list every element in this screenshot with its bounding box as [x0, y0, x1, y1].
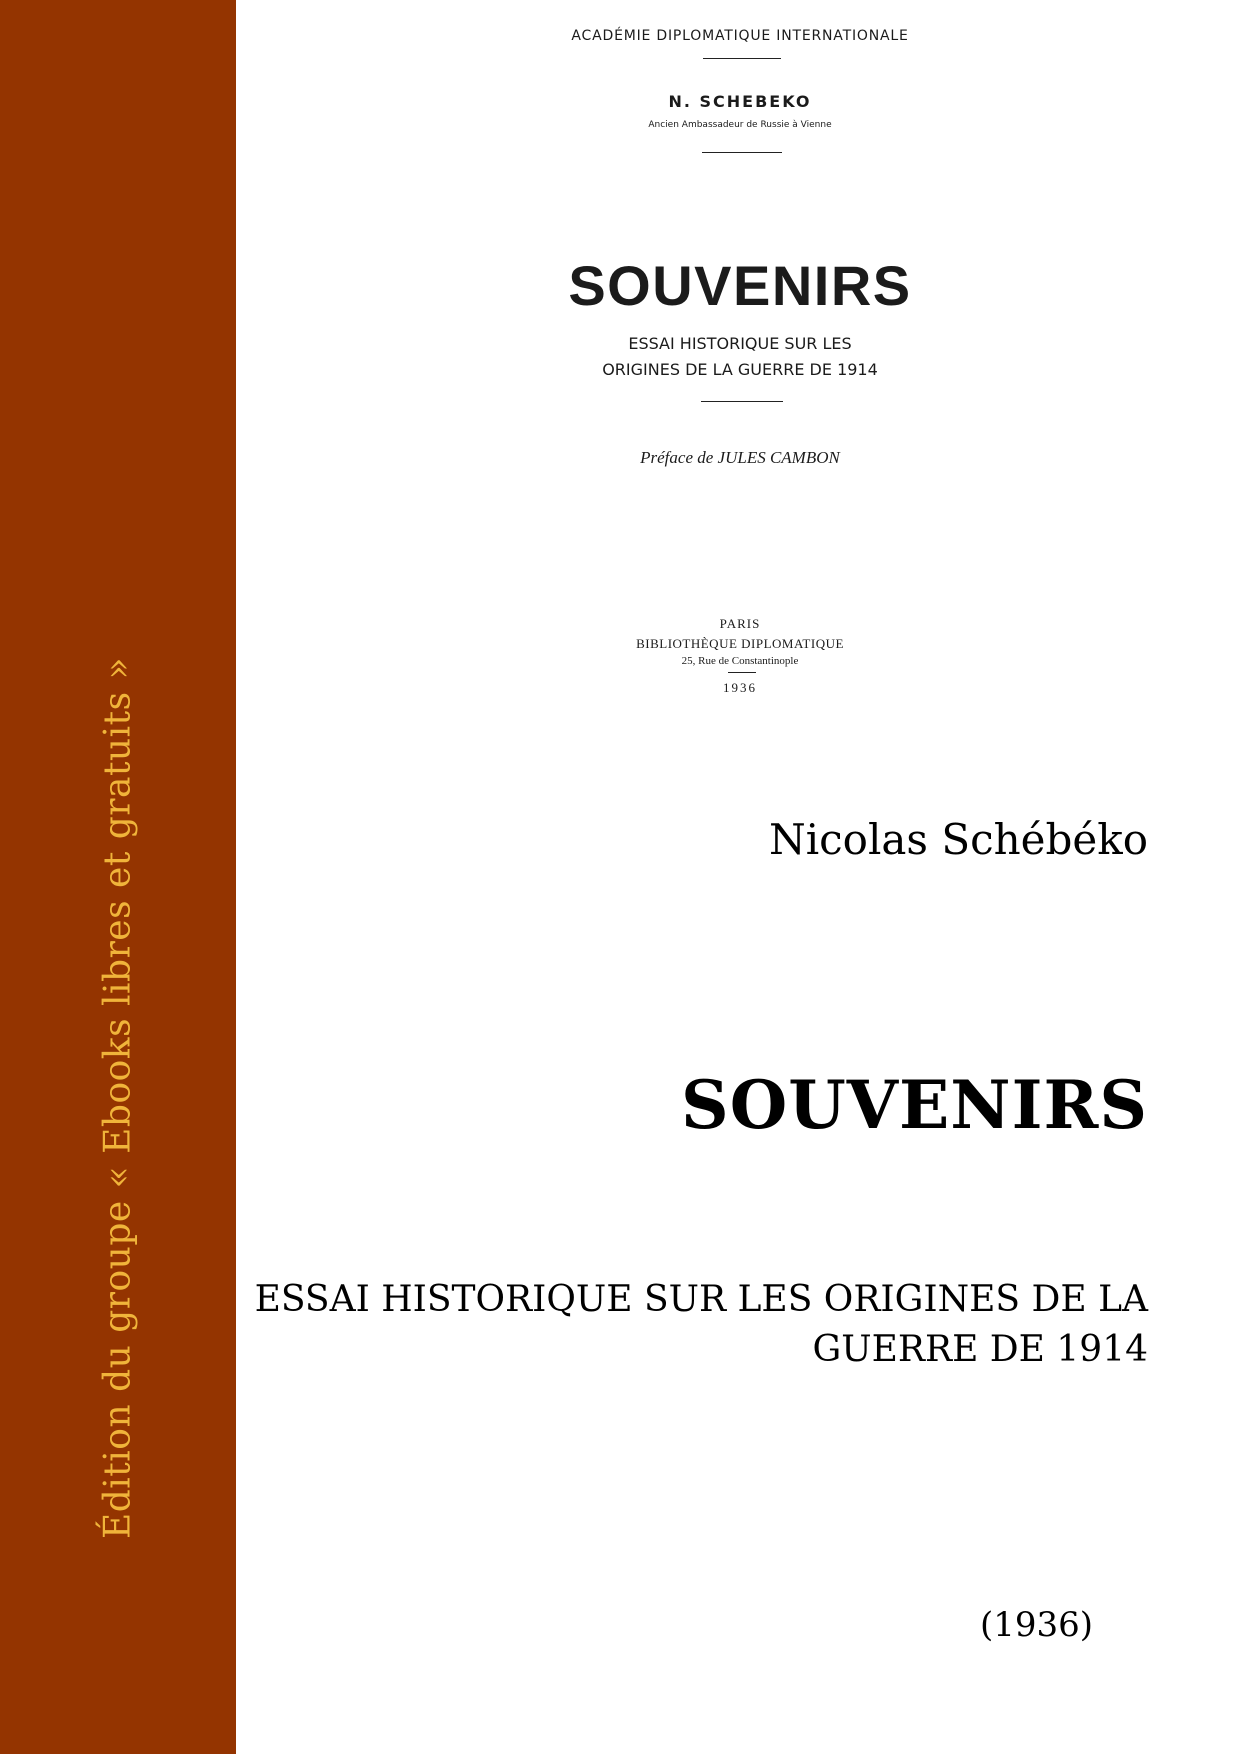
scan-city: PARIS: [719, 616, 761, 631]
scan-ambassador-line: Ancien Ambassadeur de Russie à Vienne: [648, 120, 832, 130]
scan-title: SOUVENIRS: [568, 254, 912, 317]
scan-divider: [728, 672, 756, 673]
book-year: (1936): [979, 1605, 1093, 1645]
scan-subtitle-line-2: ORIGINES DE LA GUERRE DE 1914: [602, 360, 878, 379]
scan-preface: Préface de JULES CAMBON: [640, 448, 840, 467]
scan-subtitle-line-1: ESSAI HISTORIQUE SUR LES: [628, 334, 852, 353]
scan-divider: [702, 152, 782, 153]
scan-publisher: BIBLIOTHÈQUE DIPLOMATIQUE: [636, 636, 844, 651]
scan-divider: [701, 401, 783, 402]
side-banner: [0, 0, 236, 1754]
scan-academie: ACADÉMIE DIPLOMATIQUE INTERNATIONALE: [571, 28, 909, 44]
book-title: SOUVENIRS: [681, 1066, 1148, 1144]
scan-divider: [703, 58, 781, 59]
scan-author: N. SCHEBEKO: [668, 92, 812, 111]
book-subtitle: ESSAI HISTORIQUE SUR LES ORIGINES DE LA GUERRE DE 1914: [254, 1279, 1148, 1370]
book-author: Nicolas Schébéko: [768, 815, 1148, 864]
scan-year: 1936: [723, 680, 757, 695]
original-title-page-scan: [530, 16, 950, 716]
publisher-banner-text: Édition du groupe « Ebooks libres et gratuits »: [97, 656, 139, 1540]
scan-address: 25, Rue de Constantinople: [681, 655, 799, 667]
